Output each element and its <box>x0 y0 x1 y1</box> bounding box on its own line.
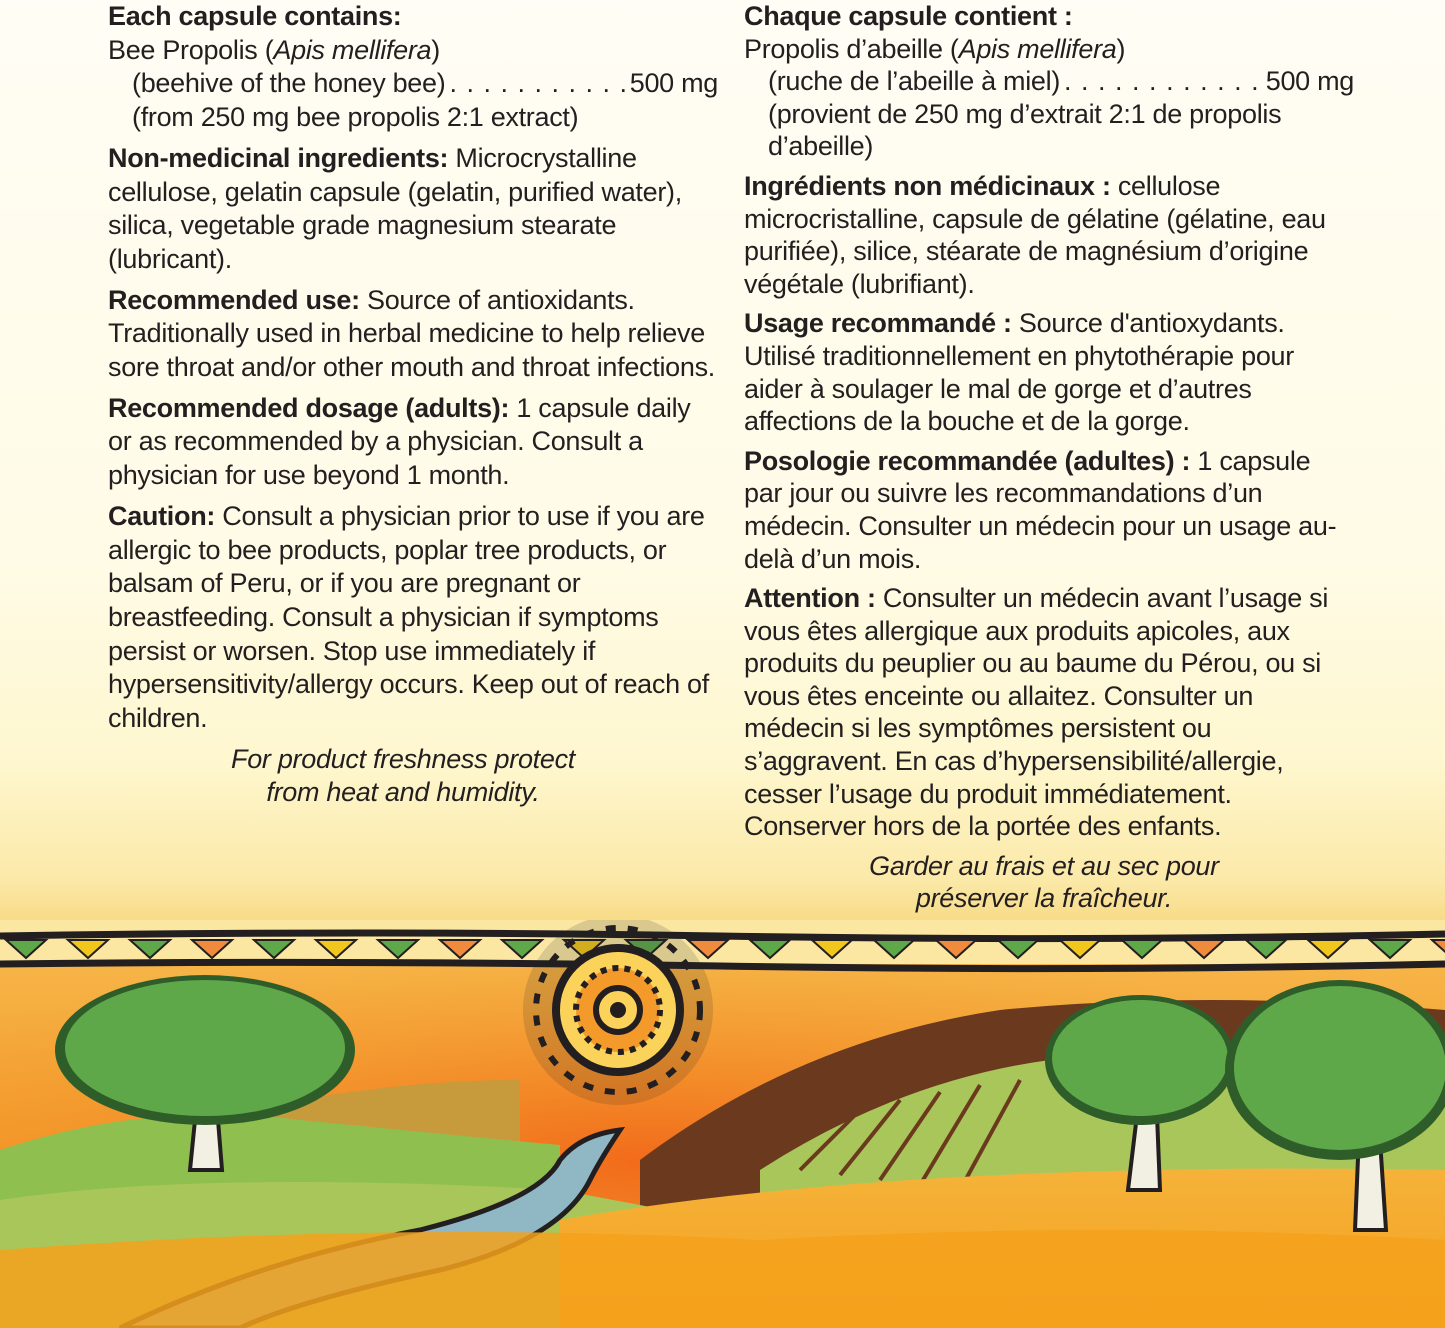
dot-leader <box>1064 65 1262 98</box>
recommended-use-section-fr <box>744 307 1354 437</box>
section-label: Recommended dosage (adults): <box>108 392 510 423</box>
section-label: Caution: <box>108 500 216 531</box>
recommended-use-section-en <box>108 284 718 385</box>
section-label: Usage recommandé : <box>744 308 1012 339</box>
section-text: Source d'antioxydants. Utilisé traditionnellement en phytothérapie pour aider à soulager le mal de gorge et d’autres affections de la bouche et de la gorge. <box>744 308 1294 437</box>
ingredient-extract-line: (provient de 250 mg d’extrait 2:1 de propolis d’abeille) <box>768 98 1282 162</box>
section-label: Attention : <box>744 583 876 614</box>
ingredient-amount-line: (ruche de l’abeille à miel) . . . 500 mg <box>744 65 1354 98</box>
dot-leader <box>449 67 625 101</box>
pattern-border <box>0 920 1445 969</box>
dosage-section-en <box>108 392 718 493</box>
section-text: Consulter un médecin avant l’usage si vous êtes allergique aux produits apicoles, aux produits du peuplier ou au baume du Pérou, ou si vous êtes enceinte ou allaitez. Consulter un médecin si les symptômes persistent ou s’aggravent. En cas d’hypersensibilité/allergie, cesser l’usage du produit immédiatement. Conserver hors de la portée des enfants. <box>744 583 1329 842</box>
non-medicinal-section-fr <box>744 170 1354 300</box>
section-text: cellulose microcristalline, capsule de gélatine (gélatine, eau purifiée), silice, stéarate de magnésium d’origine végétale (lubrifiant). <box>744 170 1326 299</box>
french-label-column <box>744 0 1354 915</box>
capsule-heading: Each capsule contains: <box>108 1 402 31</box>
section-label: Recommended use: <box>108 284 360 315</box>
ingredients-section-en <box>108 0 718 135</box>
capsule-heading: Chaque capsule contient : <box>744 1 1073 31</box>
section-text: 1 capsule daily or as recommended by a physician. Consult a physician for use beyond 1 month. <box>108 392 691 491</box>
ingredient-extract-line: (from 250 mg bee propolis 2:1 extract) <box>132 102 579 133</box>
ingredient-line: Bee Propolis (Apis mellifera) <box>108 34 440 65</box>
section-label: Non-medicinal ingredients: <box>108 142 449 173</box>
sun-icon <box>523 920 713 1105</box>
section-text: Consult a physician prior to use if you are allergic to bee products, poplar tree products, or balsam of Peru, or if you are pregnant or breastfeeding. Consult a physician if symptoms persist or worsen. Stop use immediately if hypersensitivity/allergy occurs. Keep out of reach of children. <box>108 500 709 734</box>
section-label: Posologie recommandée (adultes) : <box>744 445 1191 476</box>
ingredient-amount-line: (beehive of the honey bee) . . . 500 mg <box>108 67 718 101</box>
landscape-illustration <box>0 920 1445 1328</box>
storage-note-fr: Garder au frais et au sec pour préserver la fraîcheur. <box>869 850 1219 914</box>
ingredient-line: Propolis d’abeille (Apis mellifera) <box>744 33 1126 64</box>
section-text: Source of antioxidants. Traditionally used in herbal medicine to help relieve sore throat and/or other mouth and throat infections. <box>108 284 715 383</box>
dosage-section-fr <box>744 445 1354 575</box>
caution-section-fr <box>744 582 1354 843</box>
section-label: Ingrédients non médicinaux : <box>744 170 1111 201</box>
english-label-column <box>108 0 718 810</box>
storage-note-en: For product freshness protect from heat and humidity. <box>231 743 575 808</box>
caution-section-en <box>108 500 718 736</box>
section-text: Microcrystalline cellulose, gelatin capsule (gelatin, purified water), silica, vegetable grade magnesium stearate (lubricant). <box>108 142 682 274</box>
section-text: 1 capsule par jour ou suivre les recommandations d’un médecin. Consulter un médecin pour un usage au-delà d’un mois. <box>744 445 1337 574</box>
ground-band <box>0 1230 1445 1328</box>
non-medicinal-section-en <box>108 142 718 277</box>
ingredients-section-fr <box>744 0 1354 163</box>
